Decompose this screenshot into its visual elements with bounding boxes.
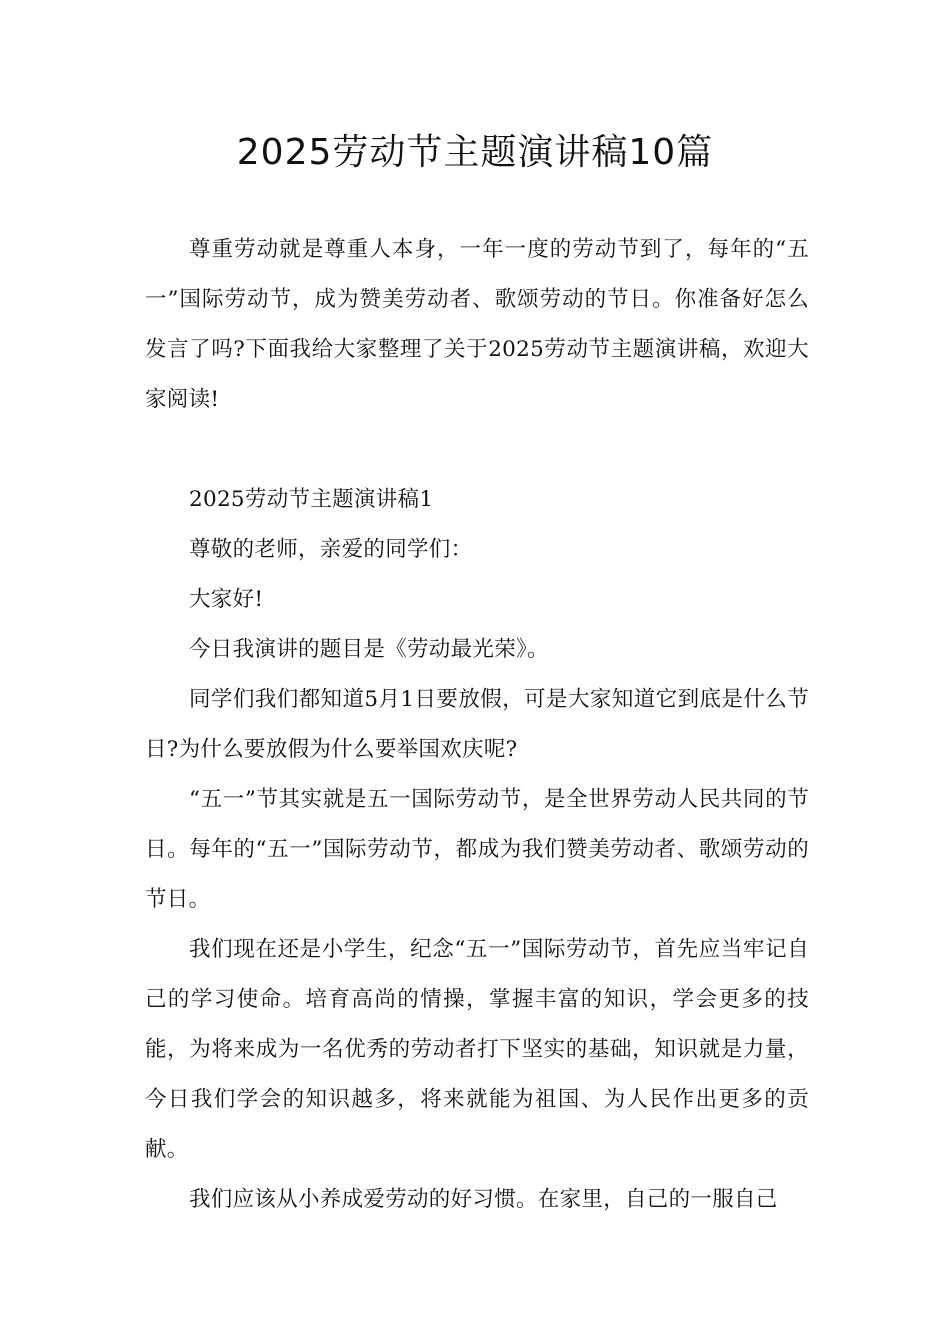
intro-block — [145, 225, 809, 425]
speech-section — [145, 475, 809, 1225]
body-paragraph: “五一”节其实就是五一国际劳动节，是全世界劳动人民共同的节日。每年的“五一”国际劳动节，都成为我们赞美劳动者、歌颂劳动的节日。 — [145, 787, 809, 912]
document-title: 2025劳动节主题演讲稿10篇 — [236, 132, 714, 173]
body-paragraph: 我们现在还是小学生，纪念“五一”国际劳动节，首先应当牢记自己的学习使命。培育高尚的情操，掌握丰富的知识，学会更多的技能，为将来成为一名优秀的劳动者打下坚实的基础，知识就是力量，今日我们学会的知识越多，将来就能为祖国、为人民作出更多的贡献。 — [145, 937, 809, 1162]
body-paragraph: 同学们我们都知道5月1日要放假，可是大家知道它到底是什么节日?为什么要放假为什么要举国欢庆呢? — [145, 687, 809, 762]
intro-paragraph: 尊重劳动就是尊重人本身，一年一度的劳动节到了，每年的“五一”国际劳动节，成为赞美劳动者、歌颂劳动的节日。你准备好怎么发言了吗?下面我给大家整理了关于2025劳动节主题演讲稿，欢迎大家阅读! — [145, 237, 809, 412]
section-heading: 2025劳动节主题演讲稿1 — [189, 487, 434, 512]
body-paragraph: 今日我演讲的题目是《劳动最光荣》。 — [189, 637, 549, 662]
greeting-line: 尊敬的老师，亲爱的同学们： — [189, 537, 473, 562]
hello-line: 大家好! — [189, 587, 264, 612]
body-paragraph: 我们应该从小养成爱劳动的好习惯。在家里，自己的一服自己 — [189, 1187, 778, 1212]
